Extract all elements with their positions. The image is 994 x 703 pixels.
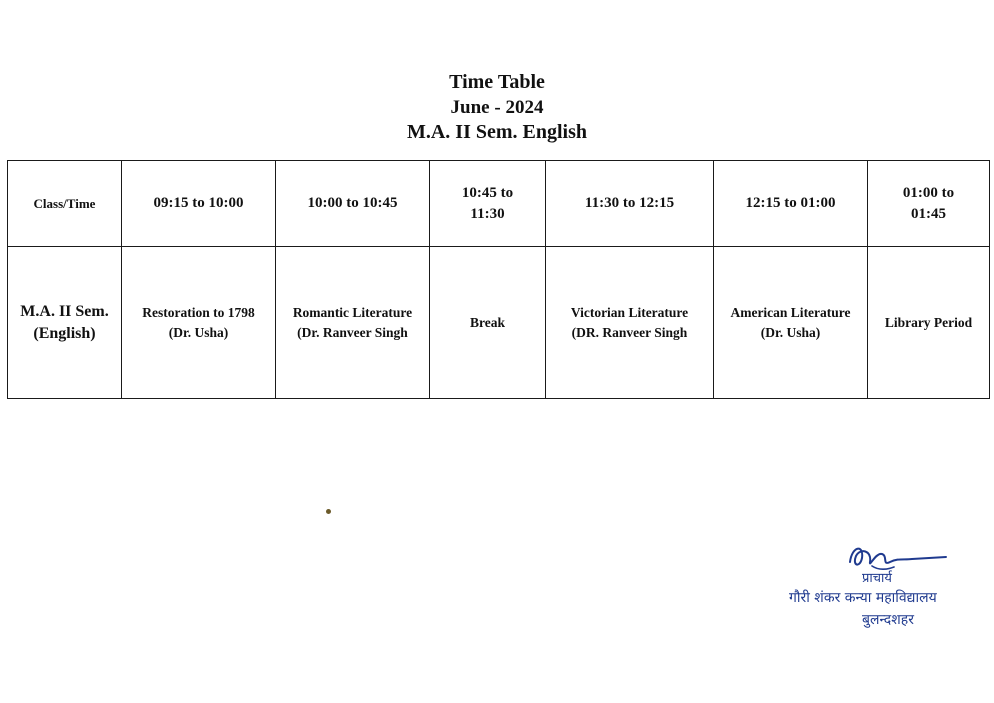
ink-speck: [326, 509, 331, 514]
table-row: [8, 247, 990, 399]
document-header: [0, 70, 994, 145]
time-slot-1: 09:15 to 10:00: [122, 161, 276, 247]
timetable: [7, 160, 990, 399]
page-title: Time Table: [449, 71, 545, 93]
period-cell-6: Library Period: [868, 247, 990, 399]
course-label: M.A. II Sem. English: [406, 121, 588, 143]
corner-cell: Class/Time: [8, 161, 122, 247]
college-place: बुलन्दशहर: [862, 612, 914, 628]
time-slot-6: 01:00 to 01:45: [868, 161, 990, 247]
period-cell-1: Restoration to 1798 (Dr. Usha): [122, 247, 276, 399]
principal-title: प्राचार्य: [862, 571, 892, 586]
period-cell-2: Romantic Literature (Dr. Ranveer Singh: [276, 247, 430, 399]
period-cell-5: American Literature (Dr. Usha): [714, 247, 868, 399]
principal-signature-block: [780, 540, 990, 640]
time-slot-5: 12:15 to 01:00: [714, 161, 868, 247]
period-cell-3: Break: [430, 247, 546, 399]
time-slot-2: 10:00 to 10:45: [276, 161, 430, 247]
time-slot-4: 11:30 to 12:15: [546, 161, 714, 247]
month-label: June - 2024: [450, 97, 544, 118]
signature-scribble-icon: [842, 540, 952, 576]
class-name-cell: M.A. II Sem. (English): [8, 247, 122, 399]
time-slot-3: 10:45 to 11:30: [430, 161, 546, 247]
time-header-row: [8, 161, 990, 247]
period-cell-4: Victorian Literature (DR. Ranveer Singh: [546, 247, 714, 399]
college-name: गौरी शंकर कन्या महाविद्यालय: [789, 590, 937, 606]
